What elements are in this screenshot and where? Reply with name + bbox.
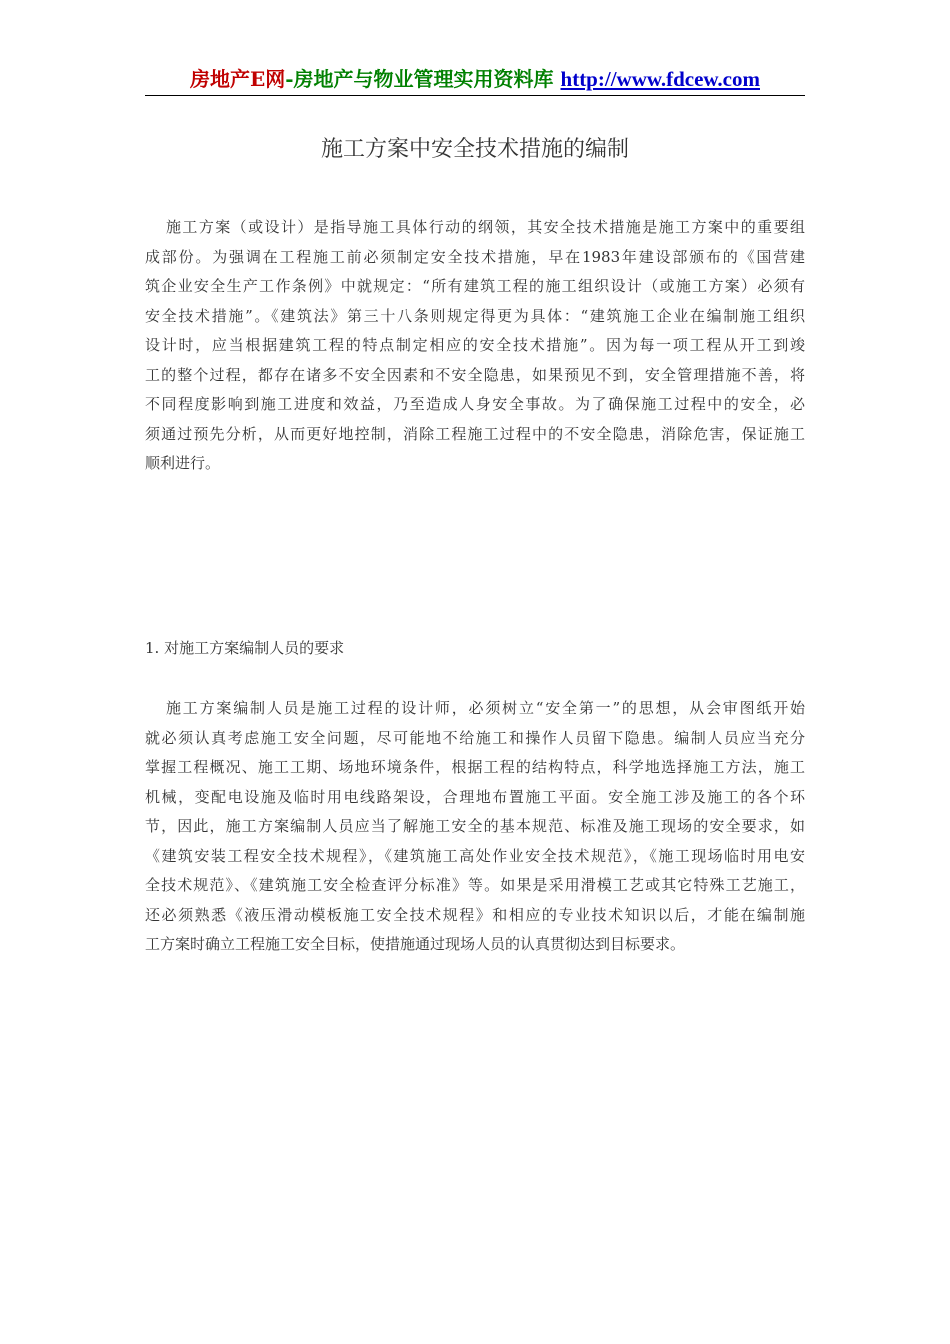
paragraph-line: 机械，变配电设施及临时用电线路架设，合理地布置施工平面。安全施工涉及施工的各个环 [145, 787, 805, 806]
paragraph-line: 掌握工程概况、施工工期、场地环境条件，根据工程的结构特点，科学地选择施工方法，施工 [145, 758, 805, 776]
paragraph-line: 不同程度影响到施工进度和效益，乃至造成人身安全事故。为了确保施工过程中的安全，必 [145, 395, 805, 413]
paragraph-line: 成部份。为强调在工程施工前必须制定安全技术措施，早在1983年建设部颁布的《国营建 [145, 247, 805, 266]
header-url-link[interactable]: http://www.fdcew.com [560, 67, 760, 91]
page-header [145, 64, 805, 94]
paragraph-line: 须通过预先分析，从而更好地控制，消除工程施工过程中的不安全隐患，消除危害，保证施工 [145, 424, 805, 443]
paragraph-line: 全技术规范》、《建筑施工安全检查评分标准》等。如果是采用滑模工艺或其它特殊工艺施工， [145, 876, 805, 894]
header-site-name: 房地产与物业管理实用资料库 [293, 67, 554, 91]
paragraph-line: 安全技术措施”。《建筑法》第三十八条则规定得更为具体：“建筑施工企业在编制施工组织 [145, 306, 805, 325]
paragraph-line: 还必须熟悉《液压滑动模板施工安全技术规程》和相应的专业技术知识以后，才能在编制施 [145, 905, 805, 924]
paragraph-line: 工方案时确立工程施工安全目标，使措施通过现场人员的认真贯彻达到目标要求。 [145, 935, 686, 953]
paragraph-line: 《建筑安装工程安全技术规程》，《建筑施工高处作业安全技术规范》，《施工现场临时用电安 [145, 846, 805, 865]
paragraph-line: 节，因此，施工方案编制人员应当了解施工安全的基本规范、标准及施工现场的安全要求，如 [145, 817, 805, 835]
paragraph-line: 顺利进行。 [145, 454, 221, 472]
section-heading: 1. 对施工方案编制人员的要求 [145, 639, 345, 657]
paragraph-line: 施工方案（或设计）是指导施工具体行动的纲领，其安全技术措施是施工方案中的重要组 [166, 218, 805, 236]
paragraph-line: 设计时，应当根据建筑工程的特点制定相应的安全技术措施”。因为每一项工程从开工到竣 [145, 336, 805, 354]
paragraph-intro [145, 213, 805, 479]
paragraph-line: 筑企业安全生产工作条例》中就规定：“所有建筑工程的施工组织设计（或施工方案）必须有 [145, 277, 805, 295]
paragraph-line: 施工方案编制人员是施工过程的设计师，必须树立“安全第一”的思想，从会审图纸开始 [166, 699, 805, 717]
document-title: 施工方案中安全技术措施的编制 [320, 137, 629, 162]
header-separator: - [285, 67, 294, 91]
paragraph-line: 就必须认真考虑施工安全问题，尽可能地不给施工和操作人员留下隐患。编制人员应当充分 [145, 728, 805, 747]
paragraph-section1 [145, 694, 805, 960]
header-brand: 房地产E网 [189, 67, 286, 91]
paragraph-line: 工的整个过程，都存在诸多不安全因素和不安全隐患，如果预见不到，安全管理措施不善，将 [145, 365, 805, 384]
header-divider [145, 95, 805, 96]
